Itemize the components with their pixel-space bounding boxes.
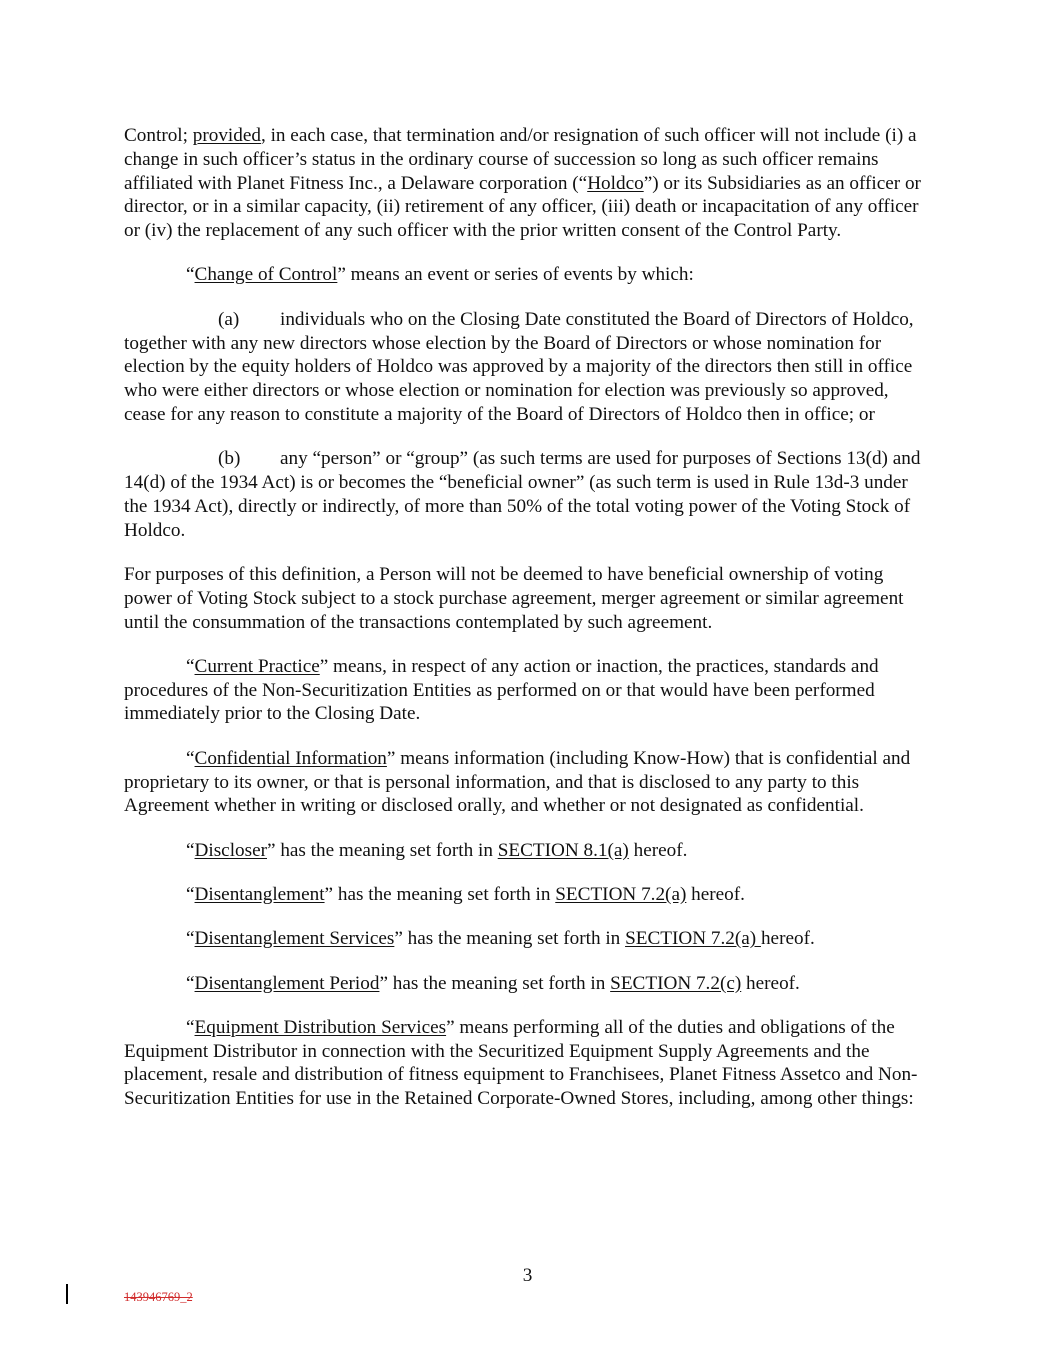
page-number: 3 [522, 1265, 533, 1286]
term-disentanglement: Disentanglement [194, 883, 325, 905]
term-holdco: Holdco [587, 172, 644, 194]
definition-discloser: “Discloser” has the meaning set forth in SECTION 8.1(a) hereof. [186, 839, 688, 861]
definition-disentanglement-services: “Disentanglement Services” has the meaning set forth in SECTION 7.2(a) hereof. [186, 928, 815, 950]
definition-disentanglement: “Disentanglement” has the meaning set forth in SECTION 7.2(a) hereof. [186, 883, 745, 905]
clause-b [124, 447, 934, 542]
term-equipment-distribution-services: Equipment Distribution Services [194, 1016, 447, 1038]
section-reference: SECTION 7.2(a) [555, 883, 687, 905]
paragraph-purposes: For purposes of this definition, a Person will not be deemed to have beneficial ownership of voting power of Voting Stock subject to a stock purchase agreement, merger agreement or similar agreement until the consummation of the transactions contemplated by such agreement. [124, 563, 904, 633]
definition-change-of-control: “Change of Control” means an event or series of events by which: [186, 264, 694, 286]
definition-equipment-distribution-services: “Equipment Distribution Services” means performing all of the duties and obligations of the Equipment Distributor in connection with the Securitized Equipment Supply Agreements and the placement, resale and distribution of fitness equipment to Franchisees, Planet Fitness Assetco and Non-Securitization Entities for use in the Retained Corporate-Owned Stores, including, among other things: [124, 1016, 918, 1110]
clause-a-text: individuals who on the Closing Date constituted the Board of Directors of Holdco, together with any new directors whose election by the Board of Directors or whose nomination for election by the equity holders of Holdco was approved by a majority of the directors then still in office who were either directors or whose election or nomination for election was previously so approved, cease for any reason to constitute a majority of the Board of Directors of Holdco then in office; or [124, 308, 914, 425]
term-provided: provided [192, 125, 261, 146]
definition-disentanglement-period: “Disentanglement Period” has the meaning set forth in SECTION 7.2(c) hereof. [186, 972, 800, 994]
term-discloser: Discloser [194, 839, 267, 861]
clause-a-label: (a) [218, 308, 240, 330]
section-reference: SECTION 7.2(a) [625, 928, 761, 950]
document-id: 143946769_2 [124, 1290, 193, 1304]
clause-b-text: any “person” or “group” (as such terms are used for purposes of Sections 13(d) and 14(d) of the 1934 Act) is or becomes the “beneficial owner” (as such term is used in Rule 13d-3 under the 1934 Act), directly or indirectly, of more than 50% of the total voting power of the Voting Stock of Holdco. [124, 448, 921, 541]
definition-confidential-information: “Confidential Information” means information (including Know-How) that is confidential and proprietary to its owner, or that is personal information, and that is disclosed to any party to this Agreement whether in writing or disclosed orally, and whether or not designated as confidential. [124, 747, 911, 817]
clause-b-label: (b) [218, 448, 241, 470]
change-bar [66, 1284, 68, 1304]
section-reference: SECTION 7.2(c) [610, 972, 742, 994]
term-change-of-control: Change of Control [194, 264, 338, 286]
term-confidential-information: Confidential Information [194, 747, 387, 769]
term-current-practice: Current Practice [194, 655, 320, 677]
paragraph-officer-termination: Control; provided, in each case, that termination and/or resignation of such officer will not include (i) a change in such officer’s status in the ordinary course of succession so long as such officer remains affiliated with Planet Fitness Inc., a Delaware corporation (“Holdco”) or its Subsidiaries as an officer or director, or in a similar capacity, (ii) retirement of any officer, (iii) death or incapacitation of any officer or (iv) the replacement of any such officer with the prior written consent of the Control Party. [124, 125, 921, 242]
term-disentanglement-services: Disentanglement Services [194, 928, 395, 950]
document-body [124, 124, 934, 1132]
section-reference: SECTION 8.1(a) [497, 839, 629, 861]
definition-current-practice: “Current Practice” means, in respect of any action or inaction, the practices, standards and procedures of the Non-Securitization Entities as performed on or that would have been performed immediately prior to the Closing Date. [124, 655, 879, 725]
term-disentanglement-period: Disentanglement Period [194, 972, 380, 994]
clause-a [124, 308, 934, 427]
